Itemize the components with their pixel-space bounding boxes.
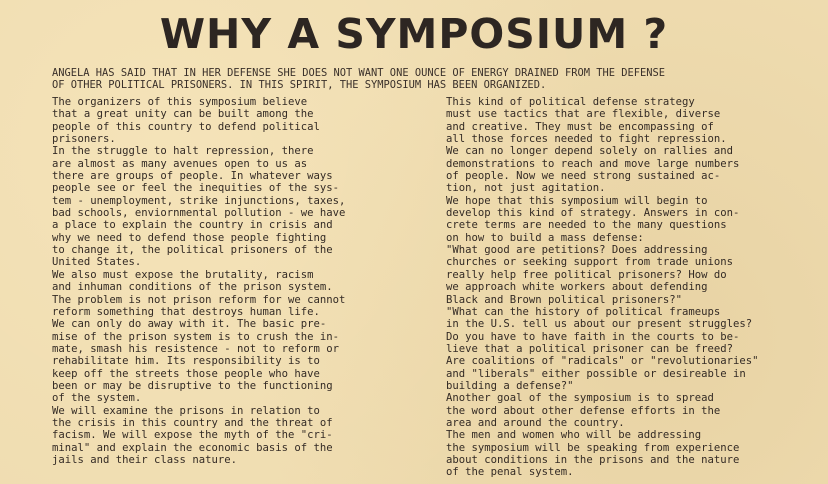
text-line: we approach white workers about defending — [446, 281, 708, 294]
text-line: keep off the streets those people who have — [52, 367, 320, 380]
text-line: been or may be disruptive to the functioning — [52, 379, 333, 392]
text-line: tion, not just agitation. — [446, 182, 606, 195]
text-line: and "liberals" either possible or desireable in — [446, 367, 746, 380]
text-line: about conditions in the prisons and the nature — [446, 453, 740, 466]
text-line: We can only do away with it. The basic pre- — [52, 318, 327, 331]
text-line: Do you have to have faith in the courts to be- — [446, 330, 740, 343]
page-title: WHY A SYMPOSIUM ? — [159, 10, 669, 58]
text-line: area and around the country. — [446, 416, 625, 429]
text-line: on how to build a mass defense: — [446, 231, 644, 244]
text-line: prisoners. — [52, 133, 116, 146]
text-line: of the penal system. — [446, 466, 574, 479]
text-line: Are coalitions of "radicals" or "revolutionaries" — [446, 355, 759, 368]
intro-line: ANGELA HAS SAID THAT IN HER DEFENSE SHE DOES NOT WANT ONE OUNCE OF ENERGY DRAINED FROM THE DEFENSE — [52, 67, 666, 79]
text-line: of the system. — [52, 392, 142, 405]
text-line: mate, smash his resistence - not to reform or — [52, 342, 340, 355]
text-line: The organizers of this symposium believe — [52, 96, 308, 108]
text-line: Another goal of the symposium is to spread — [446, 392, 714, 405]
text-line: develop this kind of strategy. Answers in con- — [446, 207, 740, 220]
text-line: the crisis in this country and the threat of — [52, 416, 333, 429]
text-line: churches or seeking support from trade unions — [446, 256, 734, 269]
text-line: really help free political prisoners? How do — [446, 268, 727, 281]
text-line: must use tactics that are flexible, diverse — [446, 108, 721, 121]
text-line: rehabilitate him. Its responsibility is to — [52, 355, 320, 368]
text-line: "What good are petitions? Does addressing — [446, 244, 708, 257]
intro-line: OF OTHER POLITICAL PRISONERS. IN THIS SPIRIT, THE SYMPOSIUM HAS BEEN ORGANIZED. — [52, 79, 547, 91]
text-line: crete terms are needed to the many questions — [446, 219, 727, 232]
text-line: and creative. They must be encompassing of — [446, 120, 714, 133]
text-line: to change it, the political prisoners of the — [52, 244, 333, 257]
text-line: United States. — [52, 256, 142, 269]
text-line: We also must expose the brutality, racism — [52, 268, 314, 281]
text-line: reform something that destroys human life. — [52, 305, 320, 318]
text-line: the symposium will be speaking from experience — [446, 441, 740, 454]
text-line: In the struggle to halt repression, there — [52, 145, 314, 158]
text-line: facism. We will expose the myth of the "cri- — [52, 429, 333, 442]
text-line: "What can the history of political frameups — [446, 305, 721, 318]
text-line: people of this country to defend political — [52, 120, 320, 133]
text-line: people see or feel the inequities of the sys- — [52, 182, 340, 195]
text-line: The men and women who will be addressing — [446, 429, 702, 442]
text-line: and inhuman conditions of the prison system. — [52, 281, 333, 294]
text-line: why we need to defend those people fighting — [52, 231, 327, 244]
text-line: bad schools, enviornmental pollution - we have — [52, 207, 346, 220]
text-line: a place to explain the country in crisis and — [52, 219, 333, 232]
intro-paragraph — [52, 67, 812, 91]
text-line: mise of the prison system is to crush the in- — [52, 330, 340, 343]
text-line: minal" and explain the economic basis of the — [52, 441, 333, 454]
text-line: are almost as many avenues open to us as — [52, 157, 308, 170]
text-line: all those forces needed to fight repression. — [446, 133, 727, 146]
text-line: lieve that a political prisoner can be freed? — [446, 342, 734, 355]
text-line: tem - unemployment, strike injunctions, taxes, — [52, 194, 346, 207]
text-line: that a great unity can be built among the — [52, 108, 314, 121]
text-line: there are groups of people. In whatever ways — [52, 170, 333, 183]
text-line: of people. Now we need strong sustained ac- — [446, 170, 721, 183]
left-column-text — [52, 96, 397, 466]
text-line: jails and their class nature. — [52, 453, 237, 466]
text-line: in the U.S. tell us about our present struggles? — [446, 318, 753, 331]
text-line: the word about other defense efforts in the — [446, 404, 721, 417]
text-line: We can no longer depend solely on rallies and — [446, 145, 734, 158]
text-line: The problem is not prison reform for we cannot — [52, 293, 346, 306]
text-line: Black and Brown political prisoners?" — [446, 293, 682, 306]
text-line: We hope that this symposium will begin to — [446, 194, 708, 207]
text-line: building a defense?" — [446, 379, 574, 392]
right-column-text — [446, 96, 821, 479]
text-line: demonstrations to reach and move large numbers — [446, 157, 740, 170]
text-line: We will examine the prisons in relation to — [52, 404, 320, 417]
text-line: This kind of political defense strategy — [446, 96, 695, 108]
